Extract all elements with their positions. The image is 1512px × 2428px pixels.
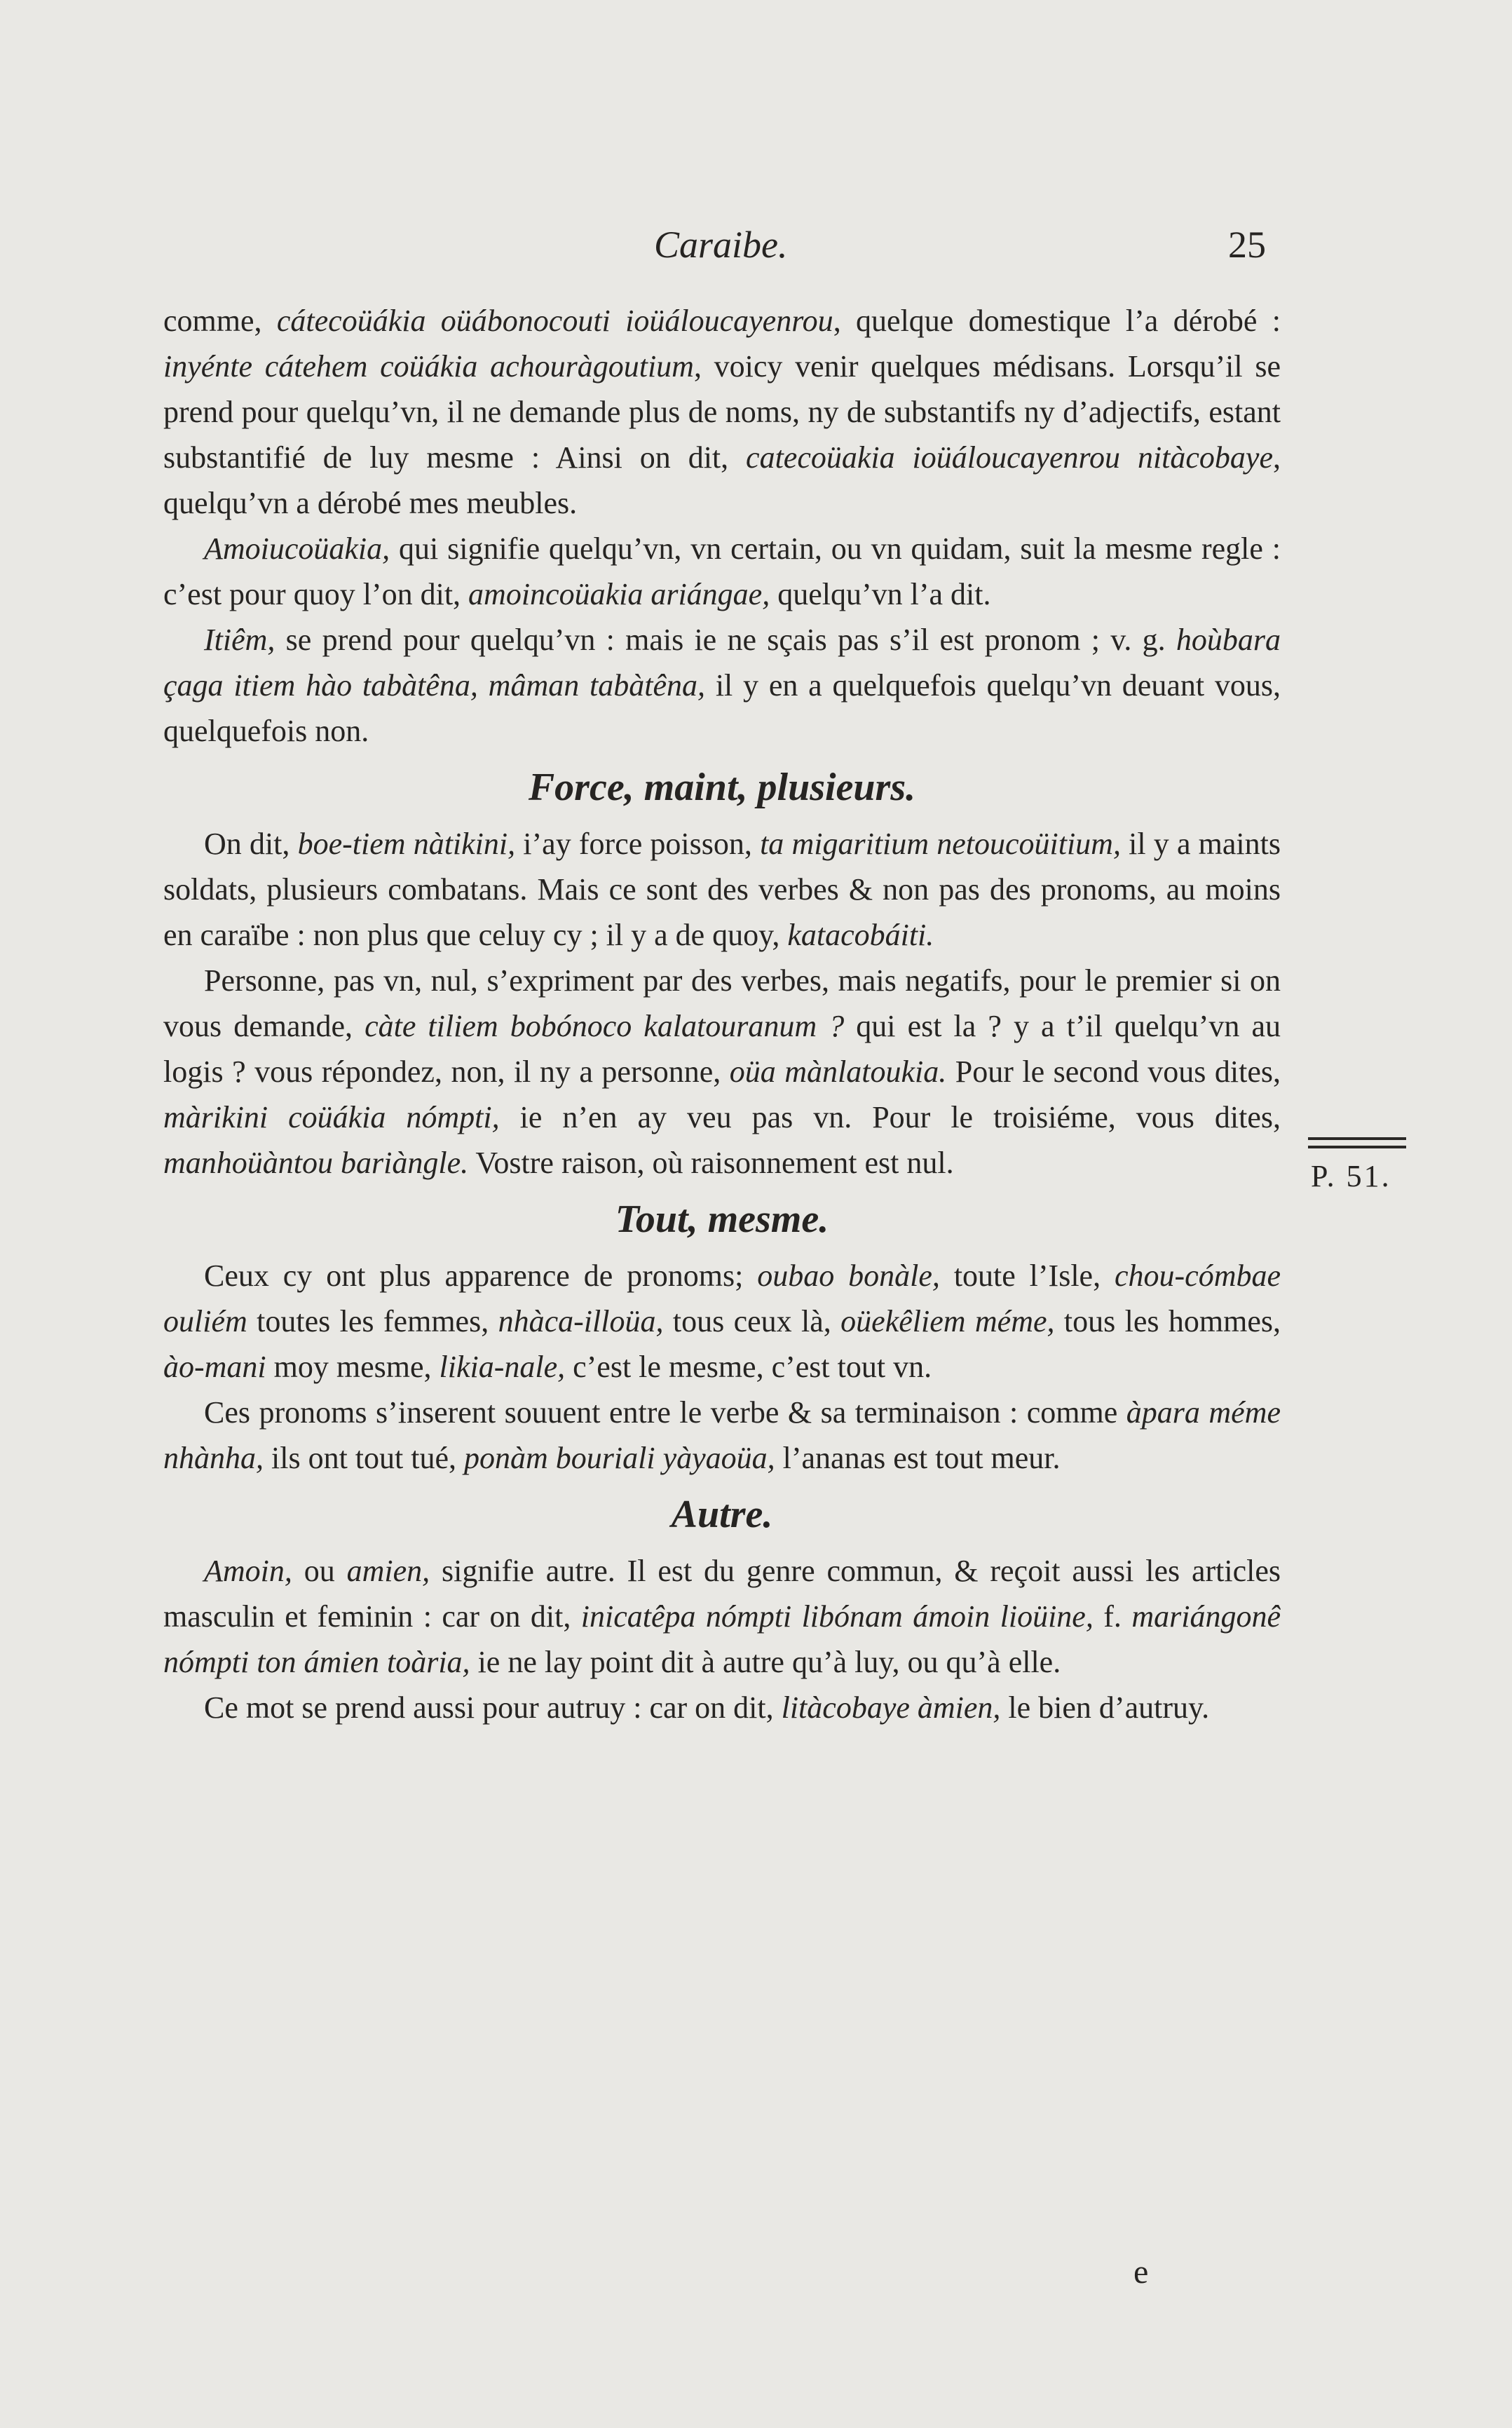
text-run: il y en a quelquefois quelqu’vn deuant vous, quelquefois non. (163, 668, 1281, 748)
paragraph (163, 821, 1281, 958)
paragraph (163, 526, 1281, 617)
text-run: ie n’en ay veu pas vn. Pour le troisiéme, vous dites, (499, 1100, 1281, 1134)
caribbean-term: ponàm bouriali yàyaoüa, (464, 1441, 775, 1475)
running-head (0, 223, 1512, 272)
text-run: moy mesme, (266, 1350, 440, 1384)
text-run: toute l’Isle, (939, 1259, 1115, 1293)
caribbean-term: inyénte cátehem coüákia achouràgoutium (163, 349, 694, 384)
caribbean-term: oüekêliem méme, (840, 1304, 1055, 1338)
caribbean-term: inicatêpa nómpti libónam ámoin lioüine, (580, 1599, 1094, 1634)
text-run: il y a maints soldats, plusieurs combatans. Mais ce sont des verbes & non pas des pronoms, au moins en caraïbe : non plus que celuy cy ; il y a de quoy, (163, 827, 1281, 952)
caribbean-term: katacobáiti. (787, 918, 934, 952)
text-run: toutes les femmes, (247, 1304, 498, 1338)
text-run: Pour le second vous dites, (946, 1054, 1281, 1089)
text-run: ie ne lay point dit à autre qu’à luy, ou qu’à elle. (470, 1645, 1061, 1679)
margin-page-reference: P. 51. (1311, 1159, 1391, 1193)
caribbean-term: oüa mànlatoukia. (729, 1054, 947, 1089)
text-run: tous les hommes, (1054, 1304, 1281, 1338)
text-run: i’ay force poisson, (515, 827, 761, 861)
section-heading (163, 754, 1281, 821)
text-run: ou (292, 1554, 347, 1588)
text-run: On dit, (204, 827, 298, 861)
running-head-title: Caraibe. (654, 224, 788, 266)
caribbean-term: litàcobaye àmien, (781, 1690, 1001, 1725)
caribbean-term: amien, (346, 1554, 430, 1588)
paragraph (163, 298, 1281, 526)
text-run: qui est la ? y a t’il quelqu’vn au logis ? vous répondez, non, il ny a personne, (163, 1009, 1281, 1089)
caribbean-term: ta migaritium netoucoüitium, (760, 827, 1121, 861)
text-run: l’ananas est tout meur. (775, 1441, 1061, 1475)
text-run: , quelque domestique l’a dérobé : (833, 304, 1281, 338)
caribbean-term: cátecoüákia oüábonocouti ioüáloucayenrou (276, 304, 833, 338)
body-text (163, 298, 1281, 1730)
text-run: tous ceux là, (663, 1304, 841, 1338)
text-run: comme, (163, 304, 277, 338)
paragraph (163, 1685, 1281, 1730)
caribbean-term: likia-nale, (439, 1350, 566, 1384)
section-heading (163, 1481, 1281, 1548)
text-run: quelqu’vn l’a dit. (770, 577, 991, 611)
caribbean-term: nhàca-illoüa, (498, 1304, 664, 1338)
caribbean-term: boe-tiem nàtikini, (297, 827, 516, 861)
caribbean-term: Amoin, (204, 1554, 292, 1588)
text-run: Personne, pas vn, nul, s’expriment par des verbes, mais negatifs, pour le premier si on vous demande, (163, 963, 1281, 1043)
signature-mark: e (1133, 2253, 1149, 2291)
text-run: , quelqu’vn a dérobé mes meubles. (163, 440, 1281, 520)
caribbean-term: chou-cómbae ouliém (163, 1259, 1281, 1338)
text-run: signifie autre. Il est du genre commun, & reçoit aussi les articles masculin et feminin : car on dit, (163, 1554, 1281, 1634)
section-heading (163, 1186, 1281, 1253)
caribbean-term: catecoüakia ioüáloucayenrou nitàcobaye (746, 440, 1273, 475)
caribbean-term: amoincoüakia ariángae, (468, 577, 770, 611)
text-run: Ceux cy ont plus apparence de pronoms; (204, 1259, 758, 1293)
paragraph (163, 1390, 1281, 1481)
text-run: le bien d’autruy. (1000, 1690, 1210, 1725)
caribbean-term: Amoiucoüakia, (204, 531, 390, 566)
text-run: se prend pour quelqu’vn : mais ie ne sçais pas s’il est pronom ; v. g. (275, 623, 1176, 657)
caribbean-term: hoùbara çaga itiem hào tabàtêna, mâman tabàtêna, (163, 623, 1281, 703)
text-run: c’est le mesme, c’est tout vn. (565, 1350, 932, 1384)
margin-rule-bottom (1308, 1146, 1406, 1148)
margin-rule-top (1308, 1137, 1406, 1140)
caribbean-term: càte tiliem bobónoco kalatouranum ? (365, 1009, 845, 1043)
caribbean-term: oubao bonàle, (757, 1259, 940, 1293)
paragraph (163, 617, 1281, 754)
page-number: 25 (1228, 224, 1266, 266)
text-run: f. (1093, 1599, 1132, 1634)
text-run: ils ont tout tué, (264, 1441, 464, 1475)
text-run: Ce mot se prend aussi pour autruy : car on dit, (204, 1690, 782, 1725)
caribbean-term: àpara méme nhànha, (163, 1395, 1281, 1475)
caribbean-term: màrikini coüákia nómpti, (163, 1100, 500, 1134)
paragraph (163, 1253, 1281, 1390)
text-run: Tout, mesme. (615, 1198, 829, 1241)
text-run: Ces pronoms s’inserent souuent entre le verbe & sa terminaison : comme (204, 1395, 1126, 1430)
text-run: Autre. (671, 1493, 773, 1536)
text-run: Force, maint, plusieurs. (528, 766, 916, 809)
caribbean-term: Itiêm, (204, 623, 275, 657)
caribbean-term: ào-mani (163, 1350, 266, 1384)
paragraph (163, 1548, 1281, 1685)
paragraph (163, 958, 1281, 1186)
caribbean-term: mariángonê nómpti ton ámien toària, (163, 1599, 1281, 1679)
text-run: , voicy venir quelques médisans. Lorsqu’il se prend pour quelqu’vn, il ne demande plus de noms, ny de substantifs ny d’adjectifs, estant substantifié de luy mesme : Ainsi on dit, (163, 349, 1281, 475)
caribbean-term: manhoüàntou bariàngle. (163, 1146, 469, 1180)
text-run: qui signifie quelqu’vn, vn certain, ou vn quidam, suit la mesme regle : c’est pour quoy l’on dit, (163, 531, 1281, 611)
text-run: Vostre raison, où raisonnement est nul. (468, 1146, 954, 1180)
